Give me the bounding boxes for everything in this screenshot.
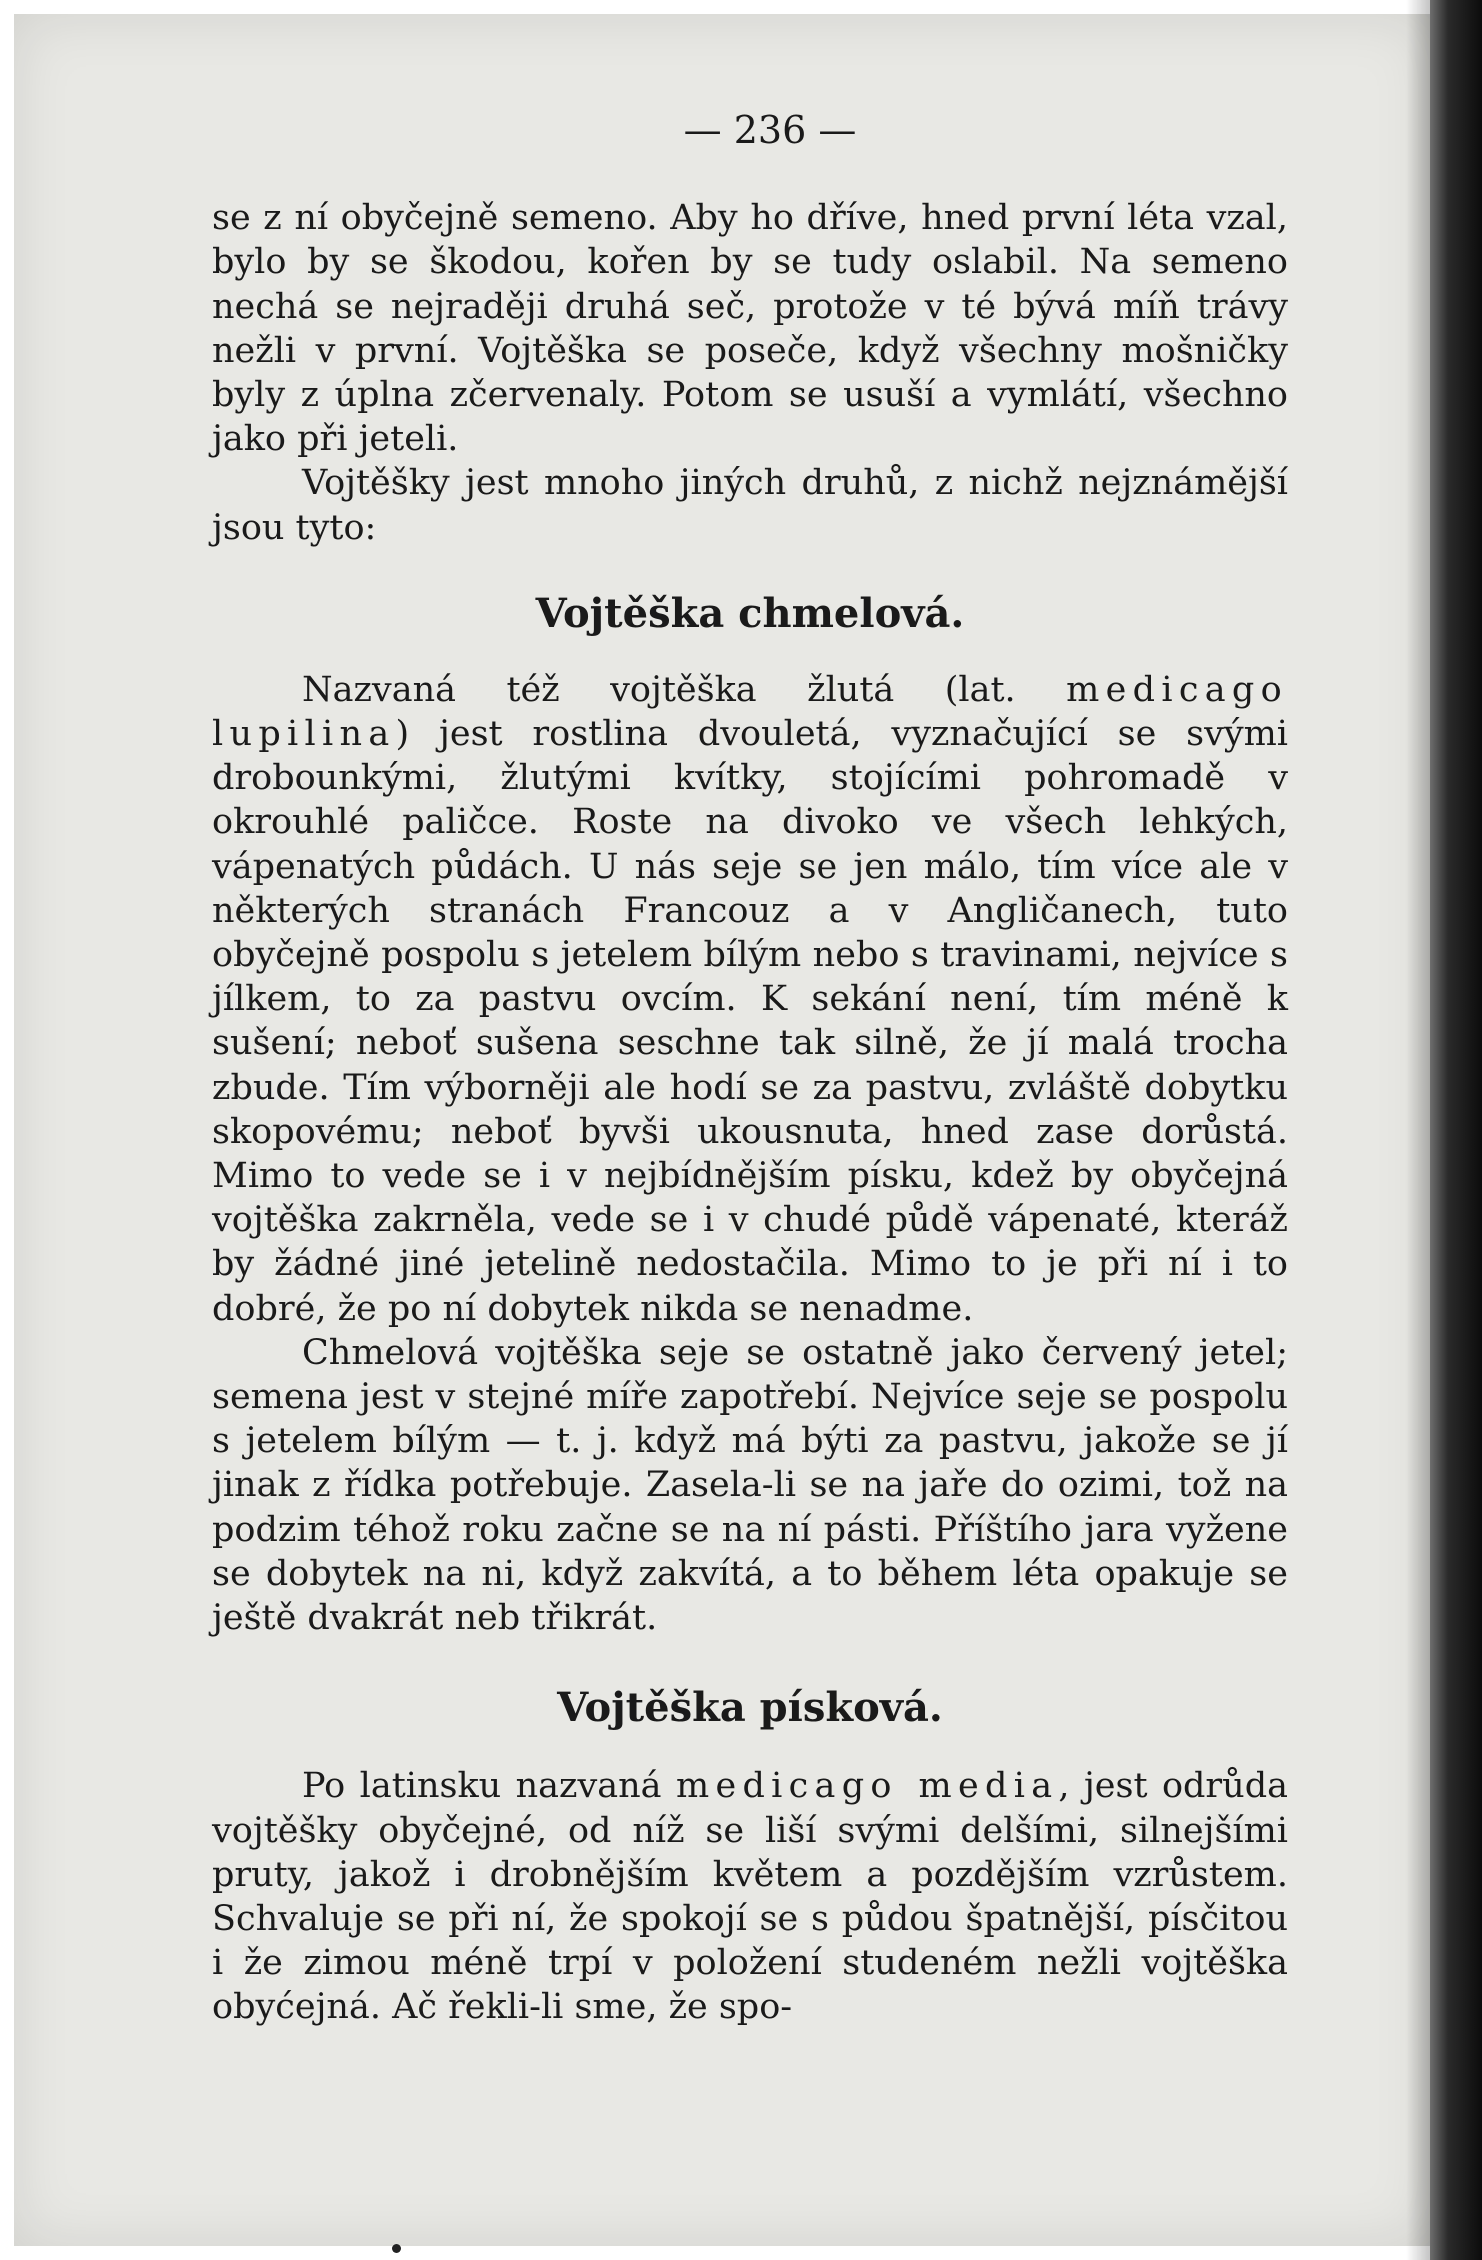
paragraph-intro-species: Vojtěšky jest mnoho jiných druhů, z nichž nejznámější jsou tyto: [212, 463, 1288, 548]
section-heading-piskova: Vojtěška písková. [557, 1684, 943, 1732]
paragraph-continued: se z ní obyčejně semeno. Aby ho dříve, hned první léta vzal, bylo by se škodou, kořen by se tudy oslabil. Na semeno nechá se nejraději druhá seč, protože v té bývá míň trávy nežli v první. Vojtěška se poseče, když všechny mošničky byly z úplna zčervenaly. Potom se usuší a vymlátí, všechno jako při jeteli. [212, 198, 1288, 460]
book-spine [1430, 0, 1482, 2260]
paragraph-text: Po latinsku nazvaná [302, 1766, 676, 1807]
page-gutter-shadow [1406, 0, 1432, 2260]
ink-speck [392, 2244, 401, 2253]
paragraph-text: , jest odrůda vojtěšky obyčejné, od níž se liší svými delšími, silnejšími pruty, jakož i drobnějším květem a pozdějším vzrůstem. Schvaluje se při ní, že spokojí se s půdou špatnější, písčitou i že zimou méně trpí v položení studeném nežli vojtěška obyćejná. Ač řekli-li sme, že spo- [212, 1766, 1288, 2028]
section-heading-chmelova: Vojtěška chmelová. [535, 589, 965, 637]
paragraph-text: ) jest rostlina dvouletá, vyznačující se svými drobounkými, žlutými kvítky, stojícími pohromadě v okrouhlé paličce. Roste na divoko ve všech lehkých, vápenatých půdách. U nás seje se jen málo, tím více ale v některých stranách Francouz a v Angličanech, tuto obyčejně pospolu s jetelem bílým nebo s travinami, nejvíce s jílkem, to za pastvu ovcím. K sekání není, tím méně k sušení; neboť sušena seschne tak silně, že jí malá trocha zbude. Tím výborněji ale hodí se za pastvu, zvláště dobytku skopovému; neboť byvši ukousnuta, hned zase dorůstá. Mimo to vede se i v nejbídnějším písku, kdež by obyčejná vojtěška zakrněla, vede se i v chudé půdě vápenaté, kteráž by žádné jiné jetelině nedostačila. Mimo to je při ní i to dobré, že po ní dobytek nikda se nenadme. [212, 714, 1288, 1329]
paragraph-text: Nazvaná též vojtěška žlutá (lat. [302, 669, 1067, 710]
paragraph-chmelova-sowing: Chmelová vojtěška seje se ostatně jako červený jetel; semena jest v stejné míře zapotřebí. Nejvíce seje se pospolu s jetelem bílým — t. j. když má býti za pastvu, jakože se jí jinak z řídka potřebuje. Zasela-li se na jaře do ozimi, tož na podzim téhož roku začne se na ní pásti. Příštího jara vyžene se dobytek na ni, když zakvítá, a to během léta opakuje se ještě dvakrát neb třikrát. [212, 1332, 1288, 1639]
paragraph-chmelova-description [212, 668, 1288, 1331]
page-number: — 236 — [683, 108, 857, 152]
latin-name: medicago lupilina [212, 669, 1288, 755]
latin-name: medicago media [675, 1766, 1059, 1807]
page-text-block [212, 108, 1288, 2030]
paragraph-piskova-description [212, 1764, 1288, 2029]
